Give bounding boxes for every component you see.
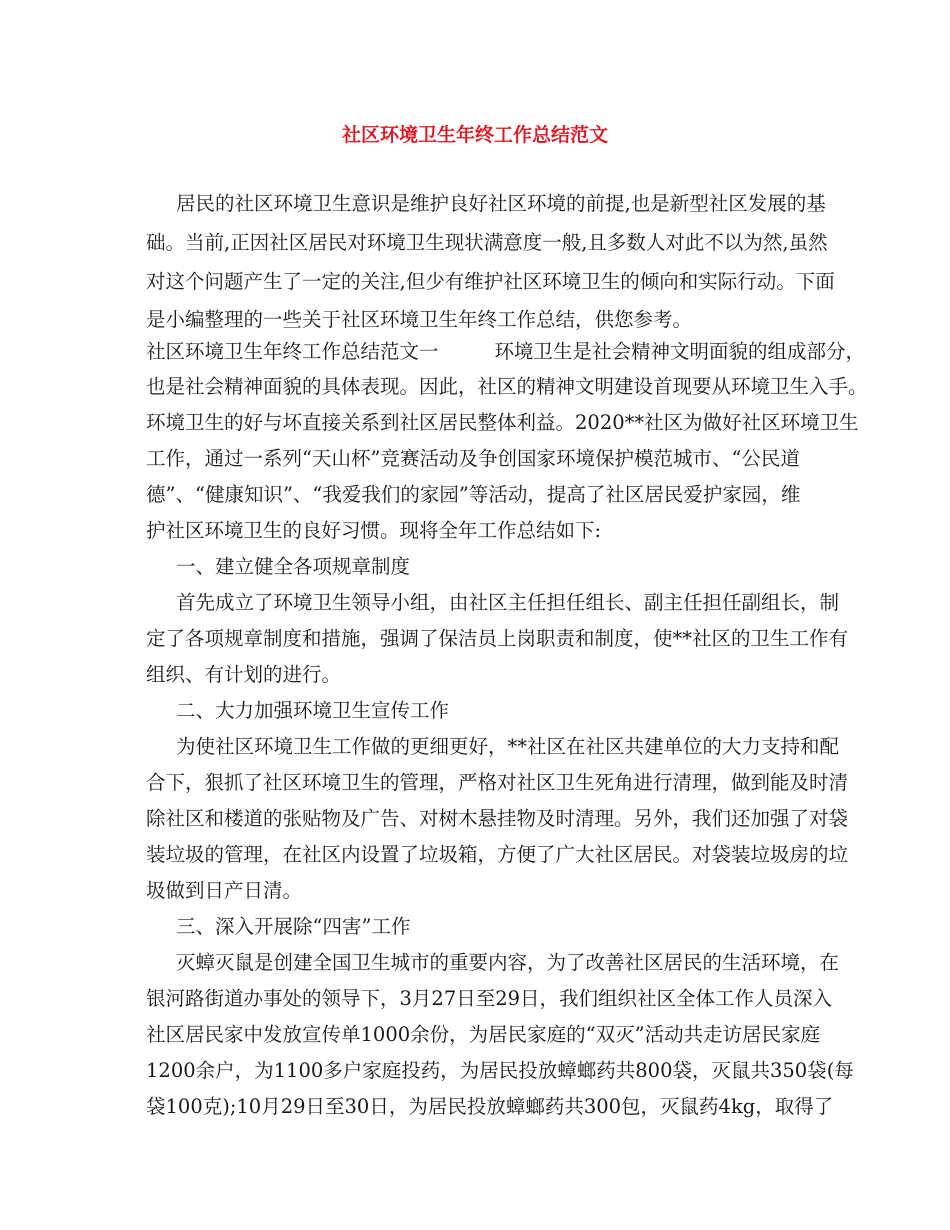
text-line: 居民的社区环境卫生意识是维护良好社区环境的前提,也是新型社区发展的基 (176, 192, 826, 215)
text-line: 除社区和楼道的张贴物及广告、对树木悬挂物及时清理。另外，我们还加强了对袋 (146, 807, 849, 830)
text-line: 德”、“健康知识”、“我爱我们的家园”等活动，提高了社区居民爱护家园，维 (146, 483, 801, 506)
text-line: 环境卫生的好与坏直接关系到社区居民整体利益。2020**社区为做好社区环境卫生 (146, 411, 859, 434)
text-line: 对这个问题产生了一定的关注,但少有维护社区环境卫生的倾向和实际行动。下面 (146, 270, 835, 293)
text-line: 也是社会精神面貌的具体表现。因此，社区的精神文明建设首现要从环境卫生入手。 (146, 375, 868, 398)
text-line: 工作，通过一系列“天山杯”竞赛活动及争创国家环境保护模范城市、“公民道 (146, 447, 800, 470)
text-line: 装垃圾的管理，在社区内设置了垃圾箱，方便了广大社区居民。对袋装垃圾房的垃 (146, 843, 849, 866)
section-heading: 一、建立健全各项规章制度 (176, 555, 411, 578)
text-line: 袋100克);10月29日至30日，为居民投放蟑螂药共300包，灭鼠药4kg，取得了 (146, 1095, 834, 1118)
section-heading: 社区环境卫生年终工作总结范文一 (146, 340, 439, 363)
text-fragment: 环境卫生是社会精神文明面貌的组成部分， (494, 340, 866, 363)
text-line (146, 338, 865, 366)
text-line: 组织、有计划的进行。 (146, 663, 342, 686)
text-line: 灭蟑灭鼠是创建全国卫生城市的重要内容，为了改善社区居民的生活环境，在 (176, 951, 840, 974)
text-line: 合下，狠抓了社区环境卫生的管理，严格对社区卫生死角进行清理，做到能及时清 (146, 771, 849, 794)
text-line: 社区居民家中发放宣传单1000余份，为居民家庭的“双灭”活动共走访居民家庭 (146, 1023, 821, 1046)
text-line: 础。当前,正因社区居民对环境卫生现状满意度一般,且多数人对此不以为然,虽然 (146, 231, 828, 254)
document-title: 社区环境卫生年终工作总结范文 (341, 124, 608, 146)
text-line: 圾做到日产日清。 (146, 879, 303, 902)
text-line: 定了各项规章制度和措施，强调了保洁员上岗职责和制度，使**社区的卫生工作有 (146, 627, 849, 650)
text-line: 为使社区环境卫生工作做的更细更好，**社区在社区共建单位的大力支持和配 (176, 735, 840, 758)
section-heading: 三、深入开展除“四害”工作 (176, 915, 411, 938)
text-line: 是小编整理的一些关于社区环境卫生年终工作总结，供您参考。 (146, 308, 693, 331)
text-line: 护社区环境卫生的良好习惯。现将全年工作总结如下: (146, 519, 602, 542)
text-line: 1200余户，为1100多户家庭投药，为居民投放蟑螂药共800袋，灭鼠共350袋(每 (146, 1059, 854, 1082)
section-heading: 二、大力加强环境卫生宣传工作 (176, 699, 450, 722)
text-line: 银河路街道办事处的领导下，3月27日至29日，我们组织社区全体工作人员深入 (146, 987, 833, 1010)
text-line: 首先成立了环境卫生领导小组，由社区主任担任组长、副主任担任副组长，制 (176, 591, 840, 614)
